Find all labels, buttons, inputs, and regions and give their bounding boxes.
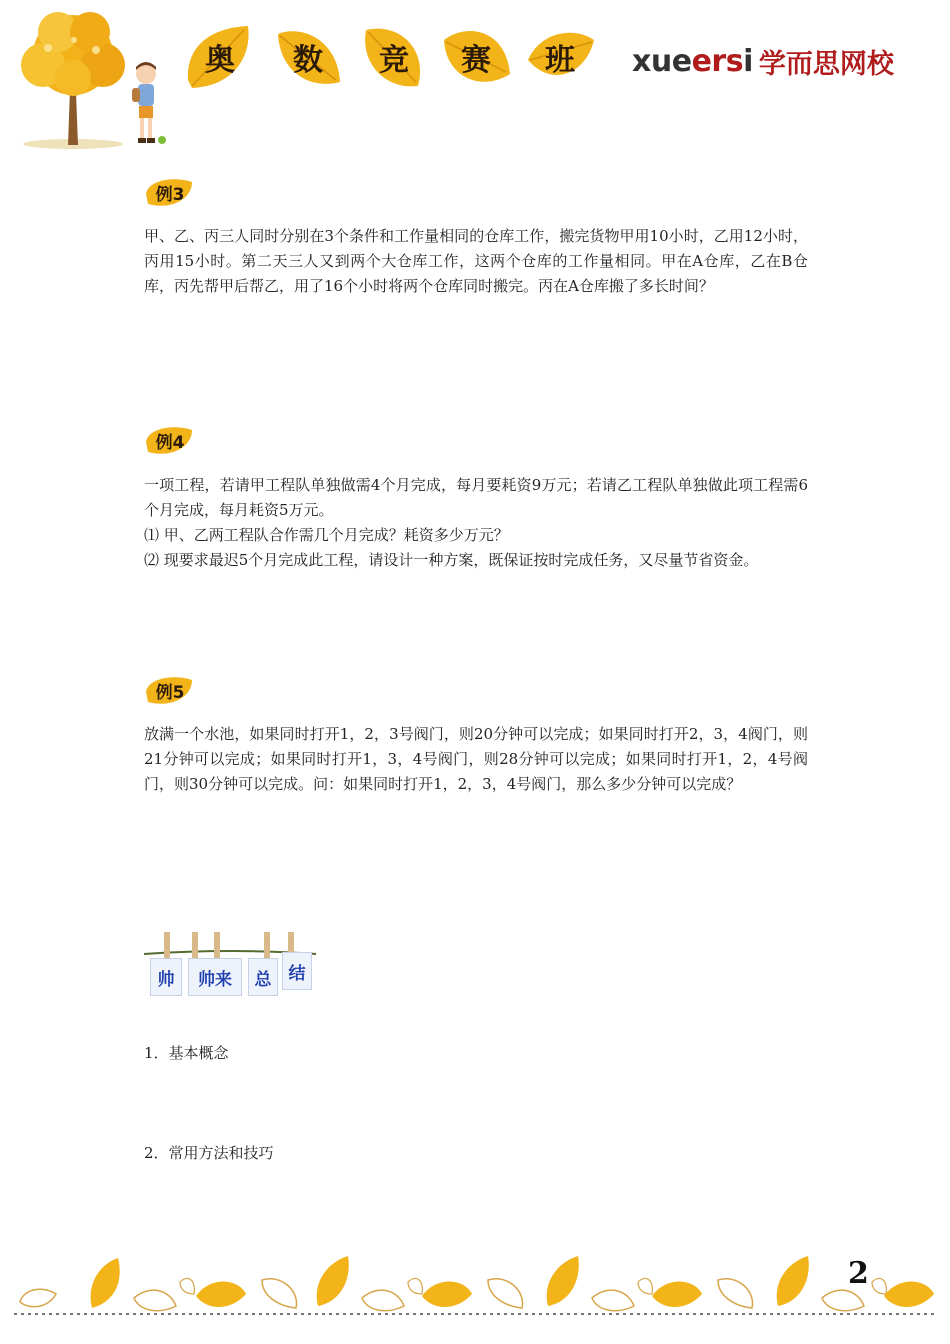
page-number: 2 bbox=[848, 1256, 869, 1291]
title-char: 竞 bbox=[379, 43, 409, 78]
summary-card: 帅来 bbox=[188, 958, 242, 996]
example-badge: 例5 bbox=[144, 674, 194, 706]
page-header bbox=[0, 0, 950, 160]
sub-question-2: ⑵ 现要求最迟5个月完成此工程，请设计一种方案，既保证按时完成任务，又尽量节省资金。 bbox=[144, 551, 759, 569]
leaf-border-decoration bbox=[0, 1250, 950, 1344]
problem-paragraph: 一项工程，若请甲工程队单独做需4个月完成，每月要耗资9万元；若请乙工程队单独做此项工程需6个月完成，每月耗资5万元。 bbox=[144, 476, 808, 519]
sub-question-1: ⑴ 甲、乙两工程队合作需几个月完成？耗资多少万元？ bbox=[144, 526, 509, 544]
title-char: 班 bbox=[545, 43, 575, 78]
brand-logo bbox=[632, 38, 894, 84]
title-leaf-4 bbox=[438, 20, 514, 94]
summary-banner bbox=[144, 928, 324, 1008]
title-leaf-2 bbox=[270, 20, 346, 94]
title-char: 奥 bbox=[205, 43, 235, 78]
summary-card: 结 bbox=[282, 952, 312, 990]
summary-item-methods: 2．常用方法和技巧 bbox=[144, 1144, 274, 1162]
summary-item-basic-concepts: 1．基本概念 bbox=[144, 1044, 229, 1062]
title-char: 赛 bbox=[461, 43, 491, 78]
summary-card: 总 bbox=[248, 958, 278, 996]
example-3-text bbox=[144, 224, 808, 299]
brand-name-cn: 学而思网校 bbox=[758, 48, 894, 80]
example-badge: 例4 bbox=[144, 424, 194, 456]
title-leaf-5 bbox=[522, 20, 598, 94]
problem-paragraph: 甲、乙、丙三人同时分别在3个条件和工作量相同的仓库工作，搬完货物甲用10小时，乙用12小时，丙用15小时。第二天三人又到两个大仓库工作，这两个仓库的工作量相同。甲在A仓库，乙在B仓库，丙先帮甲后帮乙，用了16个小时将两个仓库同时搬完。丙在A仓库搬了多长时间？ bbox=[144, 227, 808, 295]
summary-card: 帅 bbox=[150, 958, 182, 996]
example-badge: 例3 bbox=[144, 176, 194, 208]
brand-name-en: xueersi bbox=[632, 43, 753, 79]
title-char: 数 bbox=[293, 43, 323, 78]
problem-paragraph: 放满一个水池，如果同时打开1，2，3号阀门，则20分钟可以完成；如果同时打开2，3，4阀门，则21分钟可以完成；如果同时打开1，3，4号阀门，则28分钟可以完成；如果同时打开1，2，4号阀门，则30分钟可以完成。问：如果同时打开1，2，3，4号阀门，那么多少分钟可以完成？ bbox=[144, 725, 808, 793]
autumn-tree-illustration bbox=[18, 10, 128, 150]
child-illustration bbox=[128, 60, 170, 150]
example-5-text bbox=[144, 722, 808, 797]
title-leaf-1 bbox=[182, 20, 258, 94]
title-leaf-3 bbox=[356, 20, 432, 94]
example-4-text bbox=[144, 473, 808, 573]
